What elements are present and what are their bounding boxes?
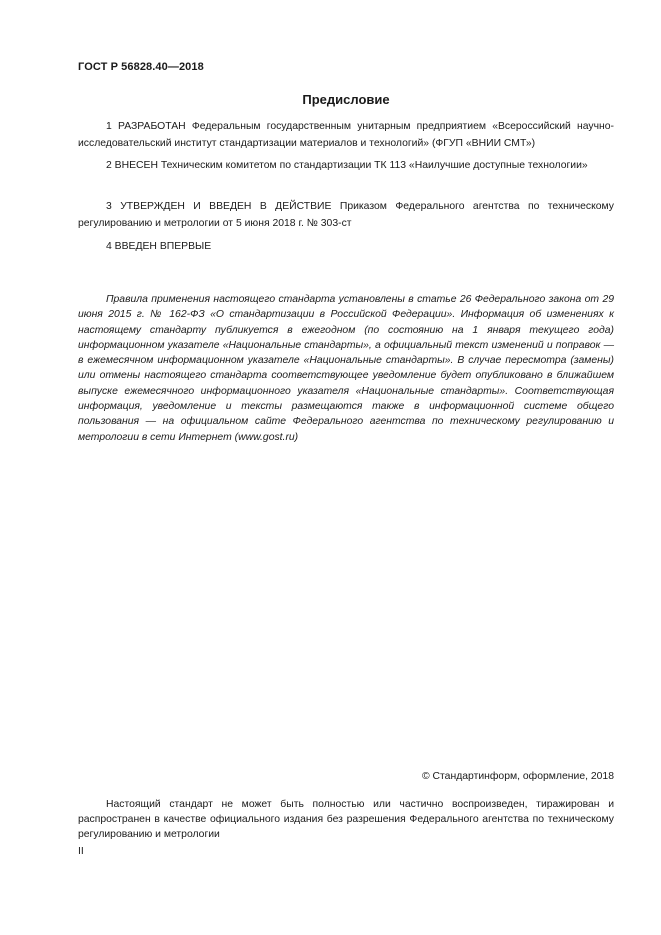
foreword-heading: Предисловие	[302, 92, 390, 107]
copyright-line: © Стандартинформ, оформление, 2018	[421, 771, 614, 782]
page-number: II	[78, 846, 84, 857]
foreword-paragraph-2: 2 ВНЕСЕН Техническим комитетом по стандартизации ТК 113 «Наилучшие доступные технологии»	[106, 160, 588, 171]
reproduction-rights-notice: Настоящий стандарт не может быть полностью или частично воспроизведен, тиражирован и распространен в качестве официального издания без разрешения Федерального агентства по техническому регулированию и метрологии	[78, 799, 614, 840]
foreword-paragraph-1: 1 РАЗРАБОТАН Федеральным государственным унитарным предприятием «Всероссийский научно-исследовательский институт стандартизации материалов и технологий» (ФГУП «ВНИИ СМТ»)	[78, 121, 614, 149]
standard-id: ГОСТ Р 56828.40—2018	[78, 61, 204, 73]
application-rules-notice: Правила применения настоящего стандарта установлены в статье 26 Федерального закона от 29 июня 2015 г. № 162-ФЗ «О стандартизации в Российской Федерации». Информация об изменениях к настоящему стандарту публикуется в ежегодном (по состоянию на 1 января текущего года) информационном указателе «Национальные стандарты», а официальный текст изменений и поправок — в ежемесячном информационном указателе «Национальные стандарты». В случае пересмотра (замены) или отмены настоящего стандарта соответствующее уведомление будет опубликовано в ближайшем выпуске ежемесячного информационного указателя «Национальные стандарты». Соответствующая информация, уведомление и тексты размещаются также в информационной системе общего пользования — на официальном сайте Федерального агентства по техническому регулированию и метрологии в сети Интернет (www.gost.ru)	[78, 294, 614, 443]
foreword-paragraph-4: 4 ВВЕДЕН ВПЕРВЫЕ	[106, 241, 212, 252]
foreword-paragraph-3: 3 УТВЕРЖДЕН И ВВЕДЕН В ДЕЙСТВИЕ Приказом Федерального агентства по техническому регулированию и метрологии от 5 июня 2018 г. № 303-ст	[78, 201, 614, 229]
